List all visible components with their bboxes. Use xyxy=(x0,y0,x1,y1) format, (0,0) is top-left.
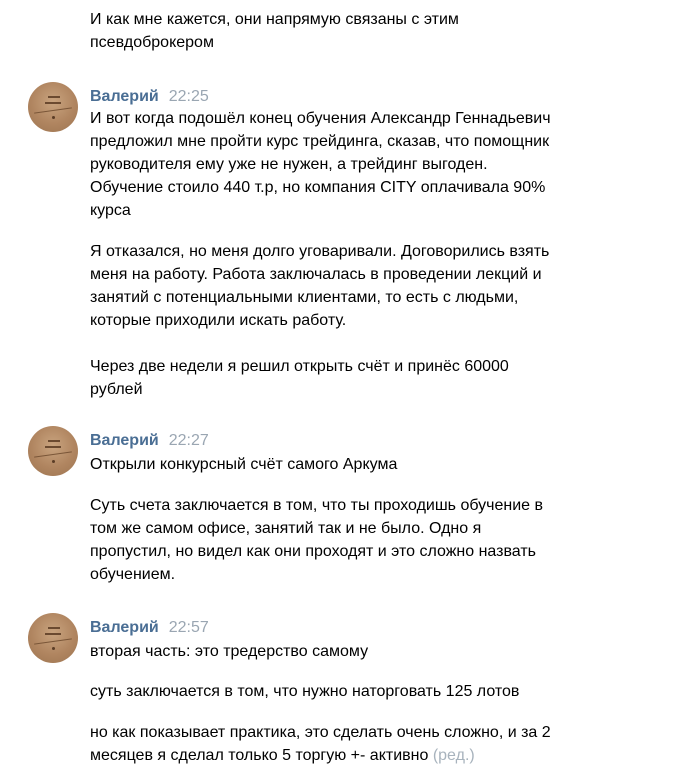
message-header xyxy=(90,618,209,638)
message-text: И как мне кажется, они напрямую связаны с этим xyxy=(90,11,459,28)
avatar[interactable] xyxy=(28,82,78,132)
message-text: Через две недели я решил открыть счёт и принёс 60000 рублей xyxy=(90,358,509,398)
message-body xyxy=(90,107,650,222)
message-body xyxy=(90,240,650,332)
message-text: Открыли конкурсный счёт самого Аркума xyxy=(90,456,398,473)
message-text: вторая часть: это тредерство самому xyxy=(90,643,369,660)
edited-label: (ред.) xyxy=(432,747,475,764)
message-body xyxy=(90,453,650,476)
message-header xyxy=(90,87,209,107)
message-text: суть заключается в том, что нужно наторговать 125 лотов xyxy=(90,683,520,700)
message-time[interactable]: 22:57 xyxy=(168,619,209,636)
message-text: Я отказался, но меня долго уговаривали. Договорились взять меня на работу. Работа заключалась в проведении лекций и занятий с потенциальными клиентами, то есть с людьми, которые приходили искать работу. xyxy=(90,243,550,329)
avatar[interactable] xyxy=(28,613,78,663)
message-body xyxy=(90,355,650,401)
message-body xyxy=(90,721,650,767)
message-time[interactable]: 22:25 xyxy=(168,88,209,105)
message-body xyxy=(90,640,650,663)
author-name[interactable]: Валерий xyxy=(90,432,159,449)
message-body xyxy=(90,680,650,703)
message-time[interactable]: 22:27 xyxy=(168,432,209,449)
message-text: И вот когда подошёл конец обучения Александр Геннадьевич предложил мне пройти курс трейдинга, сказав, что помощник руководителя ему уже не нужен, а трейдинг выгоден. Обучение стоило 440 т.р, но компания CITY оплачивала 90% курса xyxy=(90,110,551,219)
message-header xyxy=(90,431,209,451)
message-continuation xyxy=(90,8,650,54)
message-text: Суть счета заключается в том, что ты проходишь обучение в том же самом офисе, занятий так и не было. Одно я пропустил, но видел как они проходят и это сложно назвать обучением. xyxy=(90,497,544,583)
avatar[interactable] xyxy=(28,426,78,476)
message-text: псевдоброкером xyxy=(90,34,214,51)
author-name[interactable]: Валерий xyxy=(90,619,159,636)
message-body xyxy=(90,494,650,586)
author-name[interactable]: Валерий xyxy=(90,88,159,105)
message-text-content: но как показывает практика, это сделать очень сложно, и за 2 месяцев я сделал только 5 торгую +- активно xyxy=(90,724,551,764)
message-text xyxy=(90,721,650,767)
